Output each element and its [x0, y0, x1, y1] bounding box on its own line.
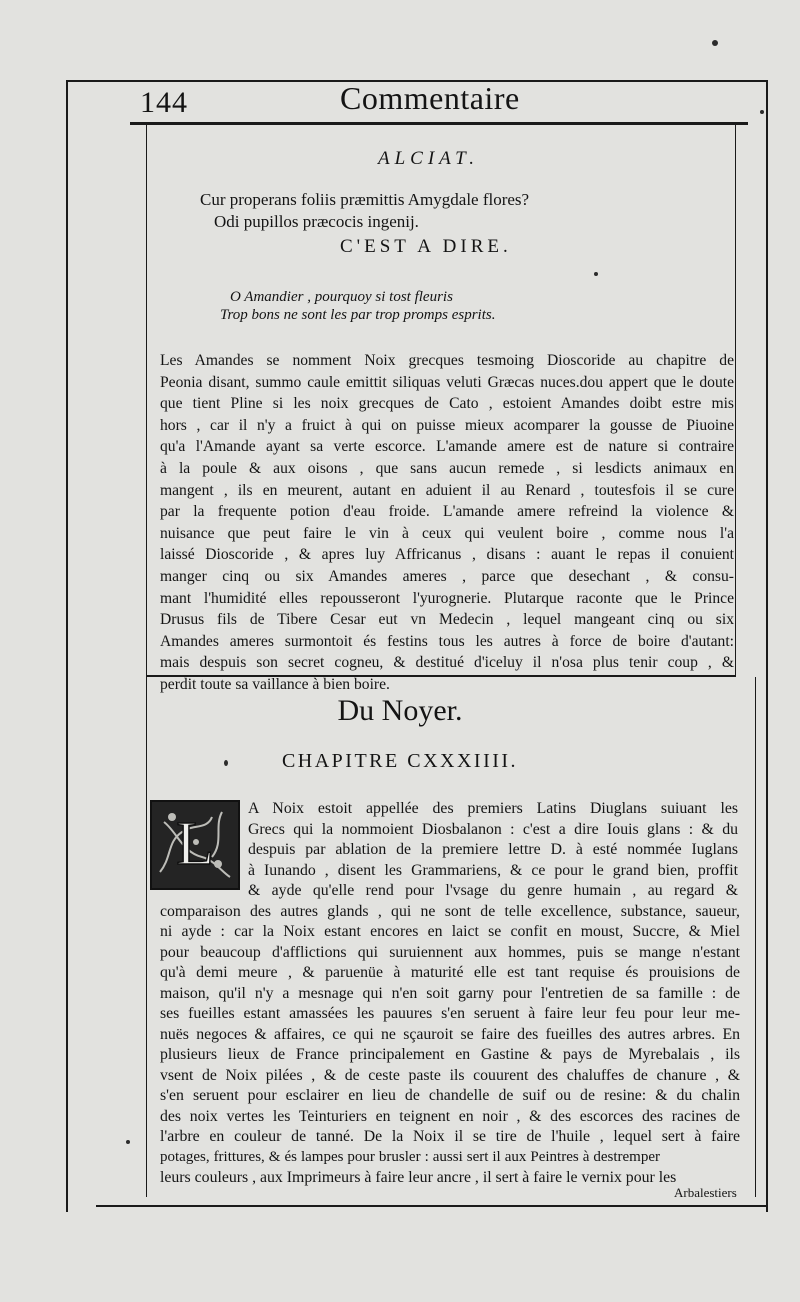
body-line: plusieurs lieux de France principalement en Gastine & pays de Myrebalais , ils [160, 1046, 740, 1063]
ink-speck [712, 40, 718, 46]
body-line: Grecs qui la nommoient Diosbalanon : c'est a dire Iouis glans : & du [248, 820, 738, 838]
commentary-line: Drusus fils de Tibere Cesar eut vn Medecin , lequel mangeant cinq ou six [160, 611, 734, 629]
body-line: maison, qu'il n'y a mesnage qui n'en soit garny pour l'entretien de sa famille : de [160, 984, 740, 1002]
commentary-line: à la poule & aux oisons , que sans aucun remede , si lesdicts animaux en [160, 459, 734, 477]
latin-verse-line: Cur properans foliis præmittis Amygdale flores? [200, 190, 530, 209]
french-verse-line: Trop bons ne sont les par trop promps esprits. [220, 307, 496, 323]
commentary-line: qu'a l'Amande ayant sa verte escorce. L'amande amere est de nature si contraire [160, 438, 734, 456]
ink-speck [224, 760, 228, 766]
body-line: s'en seruent pour esclairer en lieu de chandelle de suif ou de resine: & du chalin [160, 1087, 740, 1104]
commentary-line: mant l'humidité elles repousseront l'yurognerie. Plutarque raconte que le Prince [160, 589, 734, 607]
body-line: vsent de Noix pilées , & de ceste paste ils couurent des chaluffes de chanure , & [160, 1066, 740, 1084]
body-line: A Noix estoit appellée des premiers Latins Diuglans suiuant les [248, 800, 738, 817]
chapter-heading: CHAPITRE CXXXIIII. [281, 750, 519, 772]
body-line: leurs couleurs , aux Imprimeurs à faire leur ancre , il sert à faire le vernix pour les [160, 1169, 677, 1186]
commentary-line: perdit toute sa vaillance à bien boire. [160, 675, 390, 693]
commentary-line: par la frequente potion d'eau froide. L'amande amere refreind la violence & [160, 503, 734, 521]
ink-speck [126, 1140, 130, 1144]
body-line: à Iunando , disent les Grammariens, & ce pour le grand bien, proffit [248, 861, 738, 879]
body-line: l'arbre en couleur de tanné. De la Noix il se tire de l'huile , lequel sert à faire [160, 1128, 740, 1145]
decorated-initial-icon [150, 800, 240, 890]
commentary-paragraph [160, 350, 734, 696]
body-line: potages, frittures, & és lampes pour brusler : aussi sert il aux Peintres à destremper [160, 1148, 660, 1165]
section-title: Du Noyer. [337, 694, 463, 727]
body-line: despuis par ablation de la premiere lettre D. à esté nommée Iuglans [248, 841, 738, 858]
body-line: nuës negoces & affaires, ce qui ne sçauroit se faire des fueilles des autres arbres. En [160, 1025, 740, 1043]
body-line: des noix vertes les Teinturiers en teignent en noir , & des escorces des racines de [160, 1107, 740, 1125]
body-line: pour beaucoup d'afflictions qui suruiennent aux hommes, puis se mange n'estant [160, 943, 740, 961]
body-line: & ayde qu'elle rend pour l'vsage du genre humain , au regard & [248, 882, 738, 899]
bottom-rule [96, 1205, 766, 1207]
commentary-line: que tient Pline si les noix grecques de Cato , estoient Amandes doibt estre mis [160, 395, 734, 413]
commentary-line: mais despuis son secret cogneu, & destitué d'iceluy il n'osa plus tenir coup , & [160, 654, 734, 672]
commentary-line: mangent , ils en meurent, autant en aduient il au Renard , toutesfois il se cure [160, 481, 734, 499]
commentary-line: nuisance que peut faire le vin à ceux qui veulent boire , comme nous l'a [160, 524, 734, 542]
running-title: Commentaire [340, 80, 520, 116]
page-number: 144 [140, 86, 188, 119]
commentary-line: laissé Dioscoride , & apres luy Affricanus , disans : auant le repas il conuient [160, 546, 734, 564]
body-line: qu'à demi meure , & paruenüe à maturité elle est tant requise és prouisions de [160, 964, 740, 981]
commentary-line: hors , car il n'y a fruict à qui on puisse mieux acomparer la gousse de Piuoine [160, 416, 734, 434]
catchword: Arbalestiers [674, 1185, 737, 1200]
commentary-line: manger cinq ou six Amandes ameres , parce que desechant , & consu- [160, 567, 734, 585]
body-line: comparaison des autres glands , qui ne sont de telle excellence, substance, saueur, [160, 902, 740, 920]
commentary-line: Peonia disant, summo caule emittit siliquas veluti Græcas nuces.dou appert que le doute [160, 373, 734, 391]
commentary-line: Les Amandes se nomment Noix grecques tesmoing Dioscoride au chapitre de [160, 352, 734, 369]
french-verse-line: O Amandier , pourquoy si tost fleuris [230, 289, 453, 305]
emblem-author: ALCIAT. [378, 148, 479, 169]
initial-letter: L [176, 810, 214, 878]
ink-speck [760, 110, 764, 114]
cest-a-dire-heading: C'EST A DIRE. [340, 236, 512, 257]
body-line: ses fueilles estant amassées les pauures s'en seruent à faire leur feu pour leur me- [160, 1005, 740, 1022]
latin-verse-line: Odi pupillos præcocis ingenij. [214, 212, 419, 231]
body-line: ni ayde : car la Noix estant encores en laict se confit en moust, Succre, & Miel [160, 923, 740, 940]
commentary-line: Amandes ameres surmontoit és festins tous les autres à force de boire d'autant: [160, 632, 734, 650]
ink-speck [594, 272, 598, 276]
